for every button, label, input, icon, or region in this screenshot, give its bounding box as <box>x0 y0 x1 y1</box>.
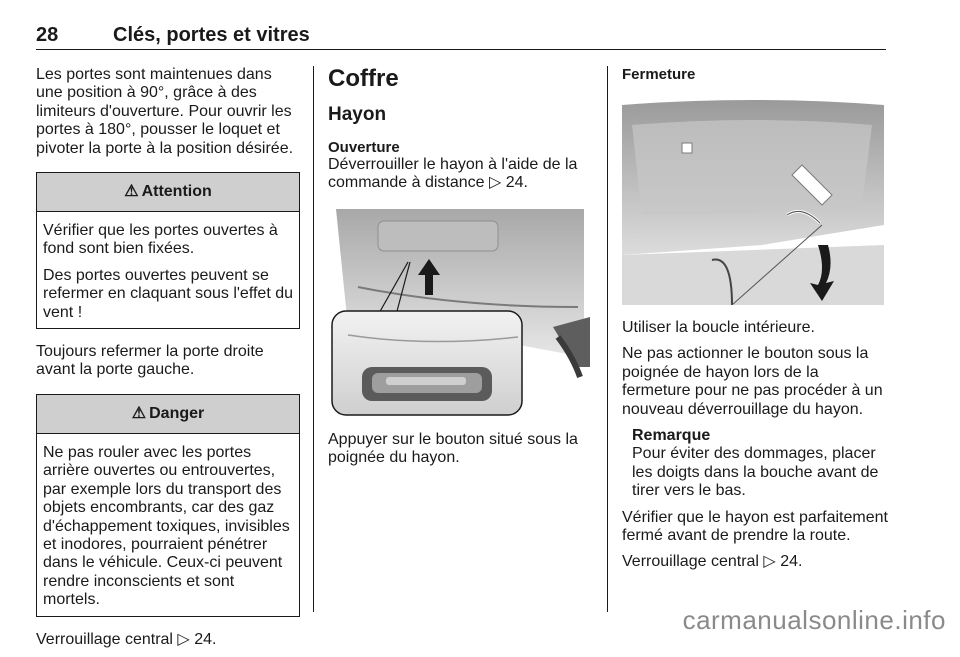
danger-box <box>36 394 300 617</box>
column-right <box>622 66 888 580</box>
page-ref-link[interactable]: 24. <box>505 174 528 192</box>
column-divider-2 <box>607 66 608 612</box>
press-button-paragraph: Appuyer sur le bouton situé sous la poignée du hayon. <box>328 430 578 467</box>
tailgate-button-illustration <box>328 207 590 417</box>
attention-header <box>37 173 299 212</box>
opening-paragraph: Déverrouiller le hayon à l'aide de la commande à distance ▷ 24. <box>328 156 578 192</box>
watermark: carmanualsonline.info <box>682 605 946 635</box>
danger-header <box>37 395 299 434</box>
page-ref-link[interactable]: 24. <box>780 553 803 571</box>
intro-paragraph: Les portes sont maintenues dans une position à 90°, grâce à des limiteurs d'ouverture. Pour ouvrir les portes à 180°, pousser le loquet et pivoter la porte à la position désirée. <box>36 66 294 157</box>
attention-text-1: Vérifier que les portes ouvertes à fond sont bien fixées. <box>43 222 278 258</box>
note-text: Pour éviter des dommages, placer les doigts dans la bouche avant de tirer vers le bas. <box>632 445 879 500</box>
danger-body <box>37 434 299 616</box>
section-title: Coffre <box>328 65 399 92</box>
tailgate-closing-illustration <box>622 95 884 305</box>
central-locking-ref-1: Verrouillage central ▷ 24. <box>36 630 217 648</box>
closing-heading: Fermeture <box>622 66 696 83</box>
header-rule <box>36 49 886 50</box>
attention-box <box>36 172 300 329</box>
door-order-paragraph: Toujours refermer la porte droite avant la porte gauche. <box>36 343 264 379</box>
opening-heading: Ouverture <box>328 139 400 156</box>
page-reference-arrow-icon: ▷ <box>177 630 190 648</box>
column-middle <box>328 66 590 476</box>
danger-title: Danger <box>149 404 205 422</box>
central-locking-ref-2: Verrouillage central ▷ 24. <box>622 553 803 571</box>
running-title: Clés, portes et vitres <box>113 24 310 46</box>
page-reference-arrow-icon: ▷ <box>763 553 776 571</box>
note-block <box>632 427 888 501</box>
page-number: 28 <box>36 24 59 46</box>
note-title: Remarque <box>632 427 711 445</box>
page-ref-link[interactable]: 24. <box>194 630 217 648</box>
attention-body <box>37 212 299 328</box>
attention-title: Attention <box>141 182 212 200</box>
inner-loop-paragraph: Utiliser la boucle intérieure. <box>622 319 815 336</box>
warning-triangle-icon: ⚠ <box>124 182 139 200</box>
danger-text: Ne pas rouler avec les portes arrière ouvertes ou entrouvertes, par exemple lors du transport des objets encombrants, car des gaz d'échappement toxiques, invisibles et inodores, pourraient pénétrer dans le véhicule. Ceux-ci peuvent rendre inconscients et sont mortels. <box>43 443 290 609</box>
check-closed-paragraph: Vérifier que le hayon est parfaitement fermé avant de prendre la route. <box>622 508 888 545</box>
subsection-title: Hayon <box>328 104 387 125</box>
column-divider-1 <box>313 66 314 612</box>
no-button-paragraph: Ne pas actionner le bouton sous la poignée de hayon lors de la fermeture pour ne pas procéder à un nouveau déverrouillage du hayon. <box>622 345 883 418</box>
attention-text-2: Des portes ouvertes peuvent se refermer en claquant sous l'effet du vent ! <box>43 266 294 321</box>
page-reference-arrow-icon: ▷ <box>488 174 502 192</box>
column-left <box>36 66 300 657</box>
warning-triangle-icon: ⚠ <box>131 404 147 422</box>
